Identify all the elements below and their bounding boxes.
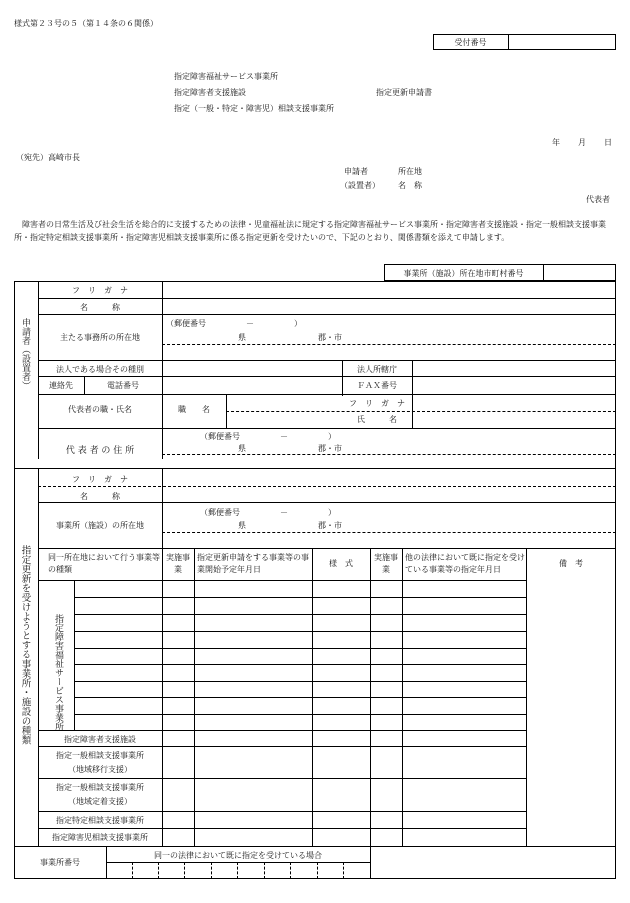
s1-phone: 電話番号 <box>107 381 139 390</box>
s1-rep-name: 氏 名 <box>357 415 397 424</box>
s1-pref: 県 <box>238 333 246 342</box>
intro-text: 障害者の日常生活及び社会生活を総合的に支援するための法律・児童福祉法に規定する指定障害福祉サービス事業所・指定障害者支援施設・指定一般相談支援事業所・指定特定相談支援事業所・指定障害児相談支援事業所に係る指定更新を受けたいので、下記のとおり、関係書類を添えて申請します。 <box>14 220 606 242</box>
s1-contact: 連絡先 <box>49 381 73 390</box>
addressee: （宛先）高崎市長 <box>16 153 80 162</box>
section1-side-label: 申請者（設置者） <box>20 318 30 390</box>
s2-sub-side: 指定障害福祉サービス事業所 <box>53 614 63 731</box>
s2-furigana: フ リ ガ ナ <box>72 475 128 484</box>
s2-row-child: 指定障害児相談支援事業所 <box>52 833 148 842</box>
s1-rep-address: 代 表 者 の 住 所 <box>65 446 135 456</box>
s2-h1: 同一所在地において行う事業等の種類 <box>48 553 160 574</box>
s2-postal: （郵便番号 － ） <box>200 508 336 517</box>
s1-corp-type: 法人である場合その種別 <box>56 365 144 374</box>
s2-row-support-facility: 指定障害者支援施設 <box>64 735 136 744</box>
receipt-label: 受付番号 <box>454 38 487 47</box>
date-month: 月 <box>578 138 586 147</box>
representative-label: 代表者 <box>586 195 610 204</box>
title-line-1: 指定障害福祉サービス事業所 <box>174 72 278 81</box>
s2-h6: 他の法律において既に指定を受けている事業等の指定年月日 <box>405 553 525 574</box>
s2-h3: 指定更新申請をする事業等の事業開始予定年月日 <box>197 553 309 574</box>
section2-side-label: 指定更新を受けようとする事業所・施設の種類 <box>19 545 31 745</box>
applicant-label-2: （設置者） <box>340 181 380 190</box>
title-line-2: 指定障害者支援施設 <box>174 88 246 97</box>
title-line-3: 指定（一般・特定・障害児）相談支援事業所 <box>174 104 334 113</box>
title-suffix: 指定更新申請書 <box>376 88 432 97</box>
s1-postal: （郵便番号 － ） <box>166 319 302 328</box>
applicant-address-label: 所在地 <box>398 167 422 176</box>
s2-row-general-2a: 指定一般相談支援事業所 <box>56 783 144 792</box>
s2-h4: 様 式 <box>329 559 353 568</box>
s1-rep-pref: 県 <box>238 444 246 453</box>
form-number: 様式第２３号の５（第１４条の６関係） <box>14 19 158 28</box>
s2-row-general-2b: （地域定着支援） <box>68 797 132 806</box>
s2-name: 名 称 <box>80 492 120 501</box>
s2-pref: 県 <box>238 521 246 530</box>
s1-city: 郡・市 <box>318 333 342 342</box>
s2-h5: 実施事業 <box>374 553 398 574</box>
footer-same-law: 同一の法律において既に指定を受けている場合 <box>154 851 322 860</box>
s1-rep-title: 職 名 <box>178 405 210 414</box>
date-year: 年 <box>552 138 560 147</box>
applicant-name-label: 名 称 <box>398 181 422 190</box>
s2-row-general-1b: （地域移行支援） <box>68 765 132 774</box>
s2-city: 郡・市 <box>318 521 342 530</box>
s1-rep-postal: （郵便番号 － ） <box>200 432 336 441</box>
date-day: 日 <box>604 138 612 147</box>
applicant-label: 申請者 <box>344 167 368 176</box>
s1-main-office: 主たる事務所の所在地 <box>60 333 140 342</box>
s2-row-general-1a: 指定一般相談支援事業所 <box>56 751 144 760</box>
footer-office-number: 事業所番号 <box>40 858 80 867</box>
municipal-code-label: 事業所（施設）所在地市町村番号 <box>403 269 524 278</box>
s1-rep-city: 郡・市 <box>318 444 342 453</box>
s1-furigana: フ リ ガ ナ <box>72 286 128 295</box>
s1-name: 名 称 <box>80 303 120 312</box>
s1-corp-office: 法人所轄庁 <box>357 365 397 374</box>
s2-h7: 備 考 <box>559 559 583 568</box>
s2-h2: 実施事業 <box>166 553 190 574</box>
s2-location: 事業所（施設）の所在地 <box>56 521 144 530</box>
s1-rep-furigana: フ リ ガ ナ <box>349 399 405 408</box>
s2-row-specific: 指定特定相談支援事業所 <box>56 816 144 825</box>
s1-fax: ＦＡＸ番号 <box>357 381 397 390</box>
s1-rep-title-name: 代表者の職・氏名 <box>68 405 132 414</box>
